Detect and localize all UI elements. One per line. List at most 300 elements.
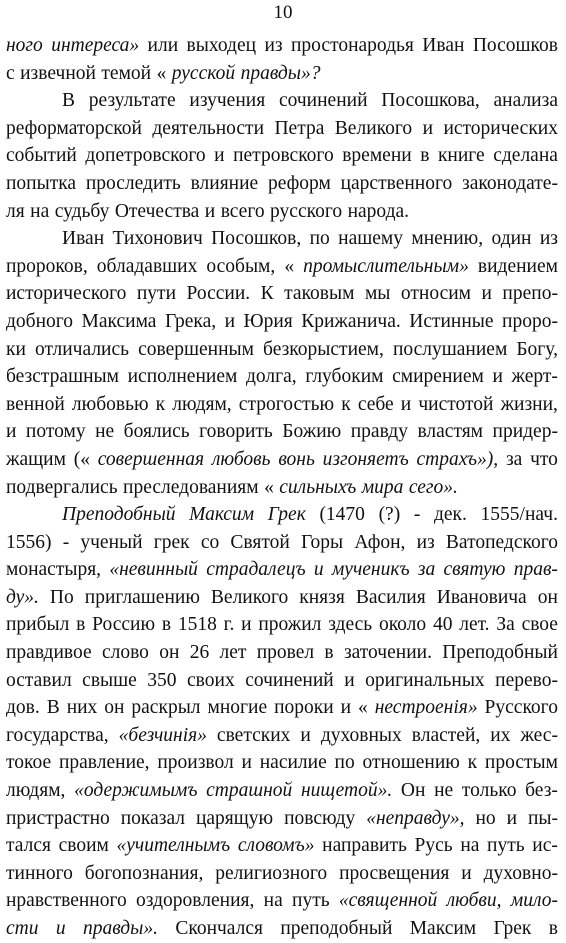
word: Посошкова,: [381, 90, 480, 112]
italic-word: ду».: [6, 586, 39, 608]
word: не: [434, 780, 454, 802]
word: дов.: [6, 697, 40, 719]
text-line: [6, 308, 558, 336]
word: них: [66, 697, 98, 719]
text-line: [6, 32, 558, 60]
word: 350: [147, 669, 177, 691]
word: деятельности: [152, 117, 265, 139]
word: грек: [153, 531, 190, 553]
word: Богу,: [516, 338, 558, 360]
italic-word: «невинный: [109, 559, 198, 581]
word: русского: [270, 200, 343, 222]
word: пути: [136, 283, 177, 305]
text-line: [6, 336, 558, 364]
word: свое: [521, 614, 558, 636]
word: путь: [487, 835, 525, 857]
word: Великого: [334, 117, 413, 139]
body-text: [6, 32, 558, 943]
text-line: [6, 694, 558, 722]
word: оздоровления,: [136, 890, 255, 912]
word: 40: [432, 614, 453, 636]
italic-word: нищетой».: [300, 780, 393, 802]
word: «: [156, 62, 167, 84]
word: Тихонович: [112, 228, 203, 250]
word: «: [264, 476, 274, 498]
text-line: [6, 805, 558, 833]
word: духовных: [320, 724, 402, 746]
word: Русского: [484, 697, 558, 719]
text-line: [6, 280, 558, 308]
word: видением: [477, 255, 558, 277]
italic-word: словомъ»: [237, 835, 315, 857]
word: в: [420, 145, 430, 167]
word: но: [475, 807, 496, 829]
word: Иван: [62, 228, 105, 250]
word: и: [204, 200, 216, 222]
word: и: [492, 366, 503, 388]
italic-word: правды»?: [240, 62, 321, 84]
word: на: [30, 200, 50, 222]
word: он: [537, 586, 558, 608]
text-line: [6, 722, 558, 750]
word: По: [49, 586, 74, 608]
word: прибыл: [6, 614, 70, 636]
word: токое: [6, 752, 52, 774]
word: князя: [299, 586, 345, 608]
italic-word: за: [417, 559, 436, 581]
word: В: [62, 90, 76, 112]
italic-word: промыслительным»: [303, 255, 469, 277]
word: по: [309, 228, 330, 250]
word: нашему: [338, 228, 403, 250]
word: законодате-: [462, 172, 558, 194]
word: отличались: [34, 338, 130, 360]
word: совершенным: [138, 338, 254, 360]
word: духовно-: [483, 862, 558, 884]
text-line: [6, 915, 558, 943]
word: лет: [219, 642, 247, 664]
word: Грека,: [164, 310, 217, 332]
word: глубоким: [305, 366, 384, 388]
word: Крижанича.: [301, 310, 401, 332]
word: оригинальных: [365, 669, 485, 691]
word: времени: [342, 145, 412, 167]
word: сочинений: [245, 669, 334, 691]
italic-word: совершенная: [97, 448, 205, 470]
word: жес-: [520, 724, 558, 746]
word: повсюду: [284, 807, 356, 829]
word: Ивановича: [436, 586, 527, 608]
italic-word: прав-: [513, 559, 558, 581]
word: государства,: [6, 724, 109, 746]
text-line: [6, 887, 558, 915]
word: результате: [88, 90, 176, 112]
word: попытка: [6, 172, 77, 194]
word: сделана: [493, 145, 558, 167]
word: оставил: [6, 669, 72, 691]
word: он: [104, 697, 125, 719]
text-line: [6, 170, 558, 198]
word: пророков,: [6, 255, 88, 277]
word: Максим: [409, 918, 477, 939]
word: проро-: [502, 310, 558, 332]
text-line: [6, 639, 558, 667]
word: из: [416, 531, 435, 553]
word: безстрашным: [6, 366, 119, 388]
word: и: [340, 697, 352, 719]
word: простонародья: [291, 35, 414, 56]
word: и: [344, 669, 355, 691]
word: светских: [216, 724, 291, 746]
italic-word: страшной: [206, 780, 293, 802]
word: исторического: [6, 283, 127, 305]
italic-word: Максим: [189, 504, 255, 526]
word: и: [300, 724, 311, 746]
word: простым: [484, 752, 558, 774]
word: пристрастно: [6, 807, 110, 829]
word: что: [530, 448, 558, 470]
word: провел: [256, 642, 315, 664]
word: религиозного: [215, 862, 328, 884]
word: и: [461, 862, 472, 884]
word: жизни,: [500, 393, 558, 415]
text-line: [6, 391, 558, 419]
word: извечной: [20, 62, 96, 84]
word: приглашению: [84, 586, 200, 608]
word: слово: [101, 642, 149, 664]
word: «: [358, 697, 368, 719]
word: темой: [101, 62, 152, 84]
word: 1555/нач.: [480, 504, 558, 526]
word: Он: [400, 780, 426, 802]
word: отношению: [362, 752, 460, 774]
word: выходец: [186, 35, 257, 56]
word: лет.: [459, 614, 490, 636]
word: правление,: [58, 752, 150, 774]
word: в: [76, 614, 86, 636]
word: преследованиям: [123, 476, 259, 498]
word: ученый: [80, 531, 143, 553]
word: Божию: [282, 421, 342, 443]
word: ля: [6, 200, 25, 222]
text-line: [6, 832, 558, 860]
word: ки: [6, 338, 26, 360]
text-line: [6, 446, 558, 474]
word: в: [324, 642, 334, 664]
word: тался: [6, 835, 51, 857]
word: богопознания,: [84, 862, 204, 884]
word: или: [147, 35, 179, 56]
italic-word: сильныхъ: [279, 476, 357, 498]
text-line: [6, 860, 558, 888]
word: Посошков,: [211, 228, 302, 250]
word: и: [224, 310, 236, 332]
italic-word: мира: [361, 476, 404, 498]
word: исторических: [443, 117, 558, 139]
italic-word: правды».: [82, 918, 158, 939]
text-line: [6, 60, 558, 88]
word: он: [159, 642, 180, 664]
word: свыше: [82, 669, 137, 691]
word: Посошков: [472, 35, 558, 56]
word: придер-: [492, 421, 558, 443]
word: за: [505, 448, 523, 470]
word: венной: [6, 393, 65, 415]
word: России.: [186, 283, 251, 305]
word: и: [422, 117, 433, 139]
word: мы: [364, 283, 391, 305]
word: своих: [187, 669, 235, 691]
text-line: [6, 115, 558, 143]
word: Ватопедского: [445, 531, 558, 553]
word: За: [496, 614, 515, 636]
word: Петра: [274, 117, 325, 139]
word: Максима: [81, 310, 157, 332]
word: правду: [350, 421, 408, 443]
word: людям,: [172, 393, 232, 415]
word: и: [241, 752, 252, 774]
word: относим: [400, 283, 472, 305]
word: и: [481, 283, 492, 305]
word: раскрыл: [131, 697, 201, 719]
word: реформ: [267, 172, 331, 194]
word: их: [490, 724, 511, 746]
word: и: [214, 145, 225, 167]
word: сочинений: [278, 90, 368, 112]
italic-word: «учителнымъ: [116, 835, 231, 857]
word: таковым: [284, 283, 355, 305]
italic-word: любовь: [211, 448, 271, 470]
text-line: [6, 556, 558, 584]
italic-word: нестроенія»: [374, 697, 478, 719]
word: реформаторской: [6, 117, 142, 139]
word: властей,: [411, 724, 481, 746]
text-line: [6, 584, 558, 612]
word: послушанием: [392, 338, 508, 360]
word: правдивое: [6, 642, 92, 664]
word: многие: [207, 697, 268, 719]
italic-word: интереса»: [51, 35, 140, 56]
italic-word: сего».: [408, 476, 458, 498]
word: Святой: [230, 531, 290, 553]
word: подвергались: [6, 476, 118, 498]
word: анализа: [493, 90, 558, 112]
word: людям,: [6, 780, 66, 802]
word: и: [506, 807, 517, 829]
word: В: [46, 697, 60, 719]
word: исполнением: [127, 366, 238, 388]
word: судьбу: [54, 200, 110, 222]
word: г.: [223, 614, 235, 636]
word: царящую: [195, 807, 274, 829]
word: без-: [525, 780, 558, 802]
text-line: [6, 142, 558, 170]
word: своим: [58, 835, 109, 857]
word: путь: [292, 890, 330, 912]
italic-word: «одержимымъ: [74, 780, 198, 802]
word: пороки: [274, 697, 334, 719]
word: любовью: [71, 393, 149, 415]
word: из: [539, 228, 558, 250]
italic-word: Преподобный: [62, 504, 176, 526]
word: говорить: [199, 421, 273, 443]
word: жащим: [6, 448, 66, 470]
italic-word: и: [313, 559, 324, 581]
word: «: [284, 255, 295, 277]
word: влияние: [190, 172, 259, 194]
italic-word: вонь: [278, 448, 315, 470]
word: не: [95, 421, 115, 443]
word: 1518: [177, 614, 217, 636]
word: допетровского: [85, 145, 206, 167]
word: изучения: [189, 90, 266, 112]
italic-word: Грек: [267, 504, 306, 526]
word: по: [334, 752, 355, 774]
italic-word: «неправду»,: [366, 807, 465, 829]
word: -: [413, 504, 421, 526]
italic-word: и: [55, 918, 66, 939]
italic-word: мило-: [510, 890, 558, 912]
word: направить: [322, 835, 407, 857]
text-line: [6, 501, 558, 529]
word: Горы: [301, 531, 344, 553]
text-line: [6, 777, 558, 805]
italic-word: сти: [6, 918, 39, 939]
italic-word: русской: [171, 62, 236, 84]
text-line: [6, 418, 558, 446]
italic-word: страхъ»),: [416, 448, 499, 470]
word: в: [161, 614, 172, 636]
word: событий: [6, 145, 77, 167]
word: 26: [189, 642, 210, 664]
word: петровского: [233, 145, 334, 167]
word: из: [264, 35, 283, 56]
word: к: [155, 393, 166, 415]
word: мнению,: [411, 228, 484, 250]
word: (?): [378, 504, 401, 526]
word: (1470: [319, 504, 365, 526]
word: чистотой: [418, 393, 494, 415]
text-line: [6, 474, 558, 502]
word: с: [6, 62, 15, 84]
word: Грек: [493, 918, 532, 939]
word: Великого: [210, 586, 289, 608]
word: и: [400, 393, 412, 415]
word: народа.: [347, 200, 410, 222]
word: -: [62, 531, 70, 553]
italic-word: святую: [443, 559, 506, 581]
word: Иван: [422, 35, 465, 56]
text-line: [6, 749, 558, 777]
word: царственного: [340, 172, 453, 194]
word: пы-: [527, 807, 558, 829]
word: («: [73, 448, 90, 470]
word: Скончался: [175, 918, 263, 939]
word: около: [378, 614, 427, 636]
word: потому: [25, 421, 86, 443]
word: добного: [6, 310, 74, 332]
word: и: [241, 614, 252, 636]
word: один: [491, 228, 532, 250]
text-line: [6, 363, 558, 391]
word: в: [548, 918, 558, 939]
word: препо-: [502, 283, 558, 305]
italic-word: «безчинія»: [118, 724, 207, 746]
text-line: [6, 225, 558, 253]
word: со: [200, 531, 220, 553]
word: боялись: [123, 421, 190, 443]
word: обладавших: [96, 255, 198, 277]
word: прожил: [258, 614, 322, 636]
word: произвол: [157, 752, 234, 774]
word: книге: [437, 145, 485, 167]
italic-word: мученикъ: [331, 559, 410, 581]
word: проследить: [85, 172, 181, 194]
word: на: [460, 835, 480, 857]
word: Истинные: [409, 310, 494, 332]
word: преподобный: [280, 918, 393, 939]
word: заточении.: [343, 642, 432, 664]
word: Россию: [92, 614, 156, 636]
word: монастыря,: [6, 559, 102, 581]
word: и: [6, 421, 17, 443]
word: показал: [120, 807, 186, 829]
word: Отечества: [114, 200, 200, 222]
word: здесь: [328, 614, 373, 636]
text-line: [6, 529, 558, 557]
word: долга,: [245, 366, 297, 388]
text-line: [6, 87, 558, 115]
italic-word: ного: [6, 35, 43, 56]
word: Юрия: [243, 310, 293, 332]
word: безкорыстием,: [263, 338, 384, 360]
word: Русь: [414, 835, 453, 857]
word: ис-: [532, 835, 558, 857]
text-line: [6, 253, 558, 281]
word: просвещения: [339, 862, 450, 884]
word: к: [341, 393, 351, 415]
word: строгостью: [238, 393, 335, 415]
word: Василия: [355, 586, 426, 608]
text-line: [6, 611, 558, 639]
word: смирением: [392, 366, 484, 388]
text-line: [6, 667, 558, 695]
word: к: [467, 752, 478, 774]
word: нравственного: [6, 890, 127, 912]
italic-word: «священной: [338, 890, 438, 912]
italic-word: изгоняетъ: [322, 448, 409, 470]
italic-word: любви,: [446, 890, 502, 912]
word: тинного: [6, 862, 73, 884]
text-line: [6, 198, 558, 226]
word: себе: [357, 393, 394, 415]
word: Преподобный: [442, 642, 558, 664]
word: только: [461, 780, 517, 802]
word: К: [260, 283, 274, 305]
word: всего: [220, 200, 265, 222]
word: перево-: [495, 669, 558, 691]
word: жерт-: [511, 366, 558, 388]
word: насилие: [259, 752, 327, 774]
word: властям: [417, 421, 484, 443]
word: дек.: [433, 504, 467, 526]
italic-word: страдалецъ: [206, 559, 306, 581]
word: 1556): [6, 531, 52, 553]
word: на: [263, 890, 283, 912]
page-number: 10: [273, 2, 293, 23]
word: Афон,: [354, 531, 406, 553]
word: особым,: [206, 255, 276, 277]
